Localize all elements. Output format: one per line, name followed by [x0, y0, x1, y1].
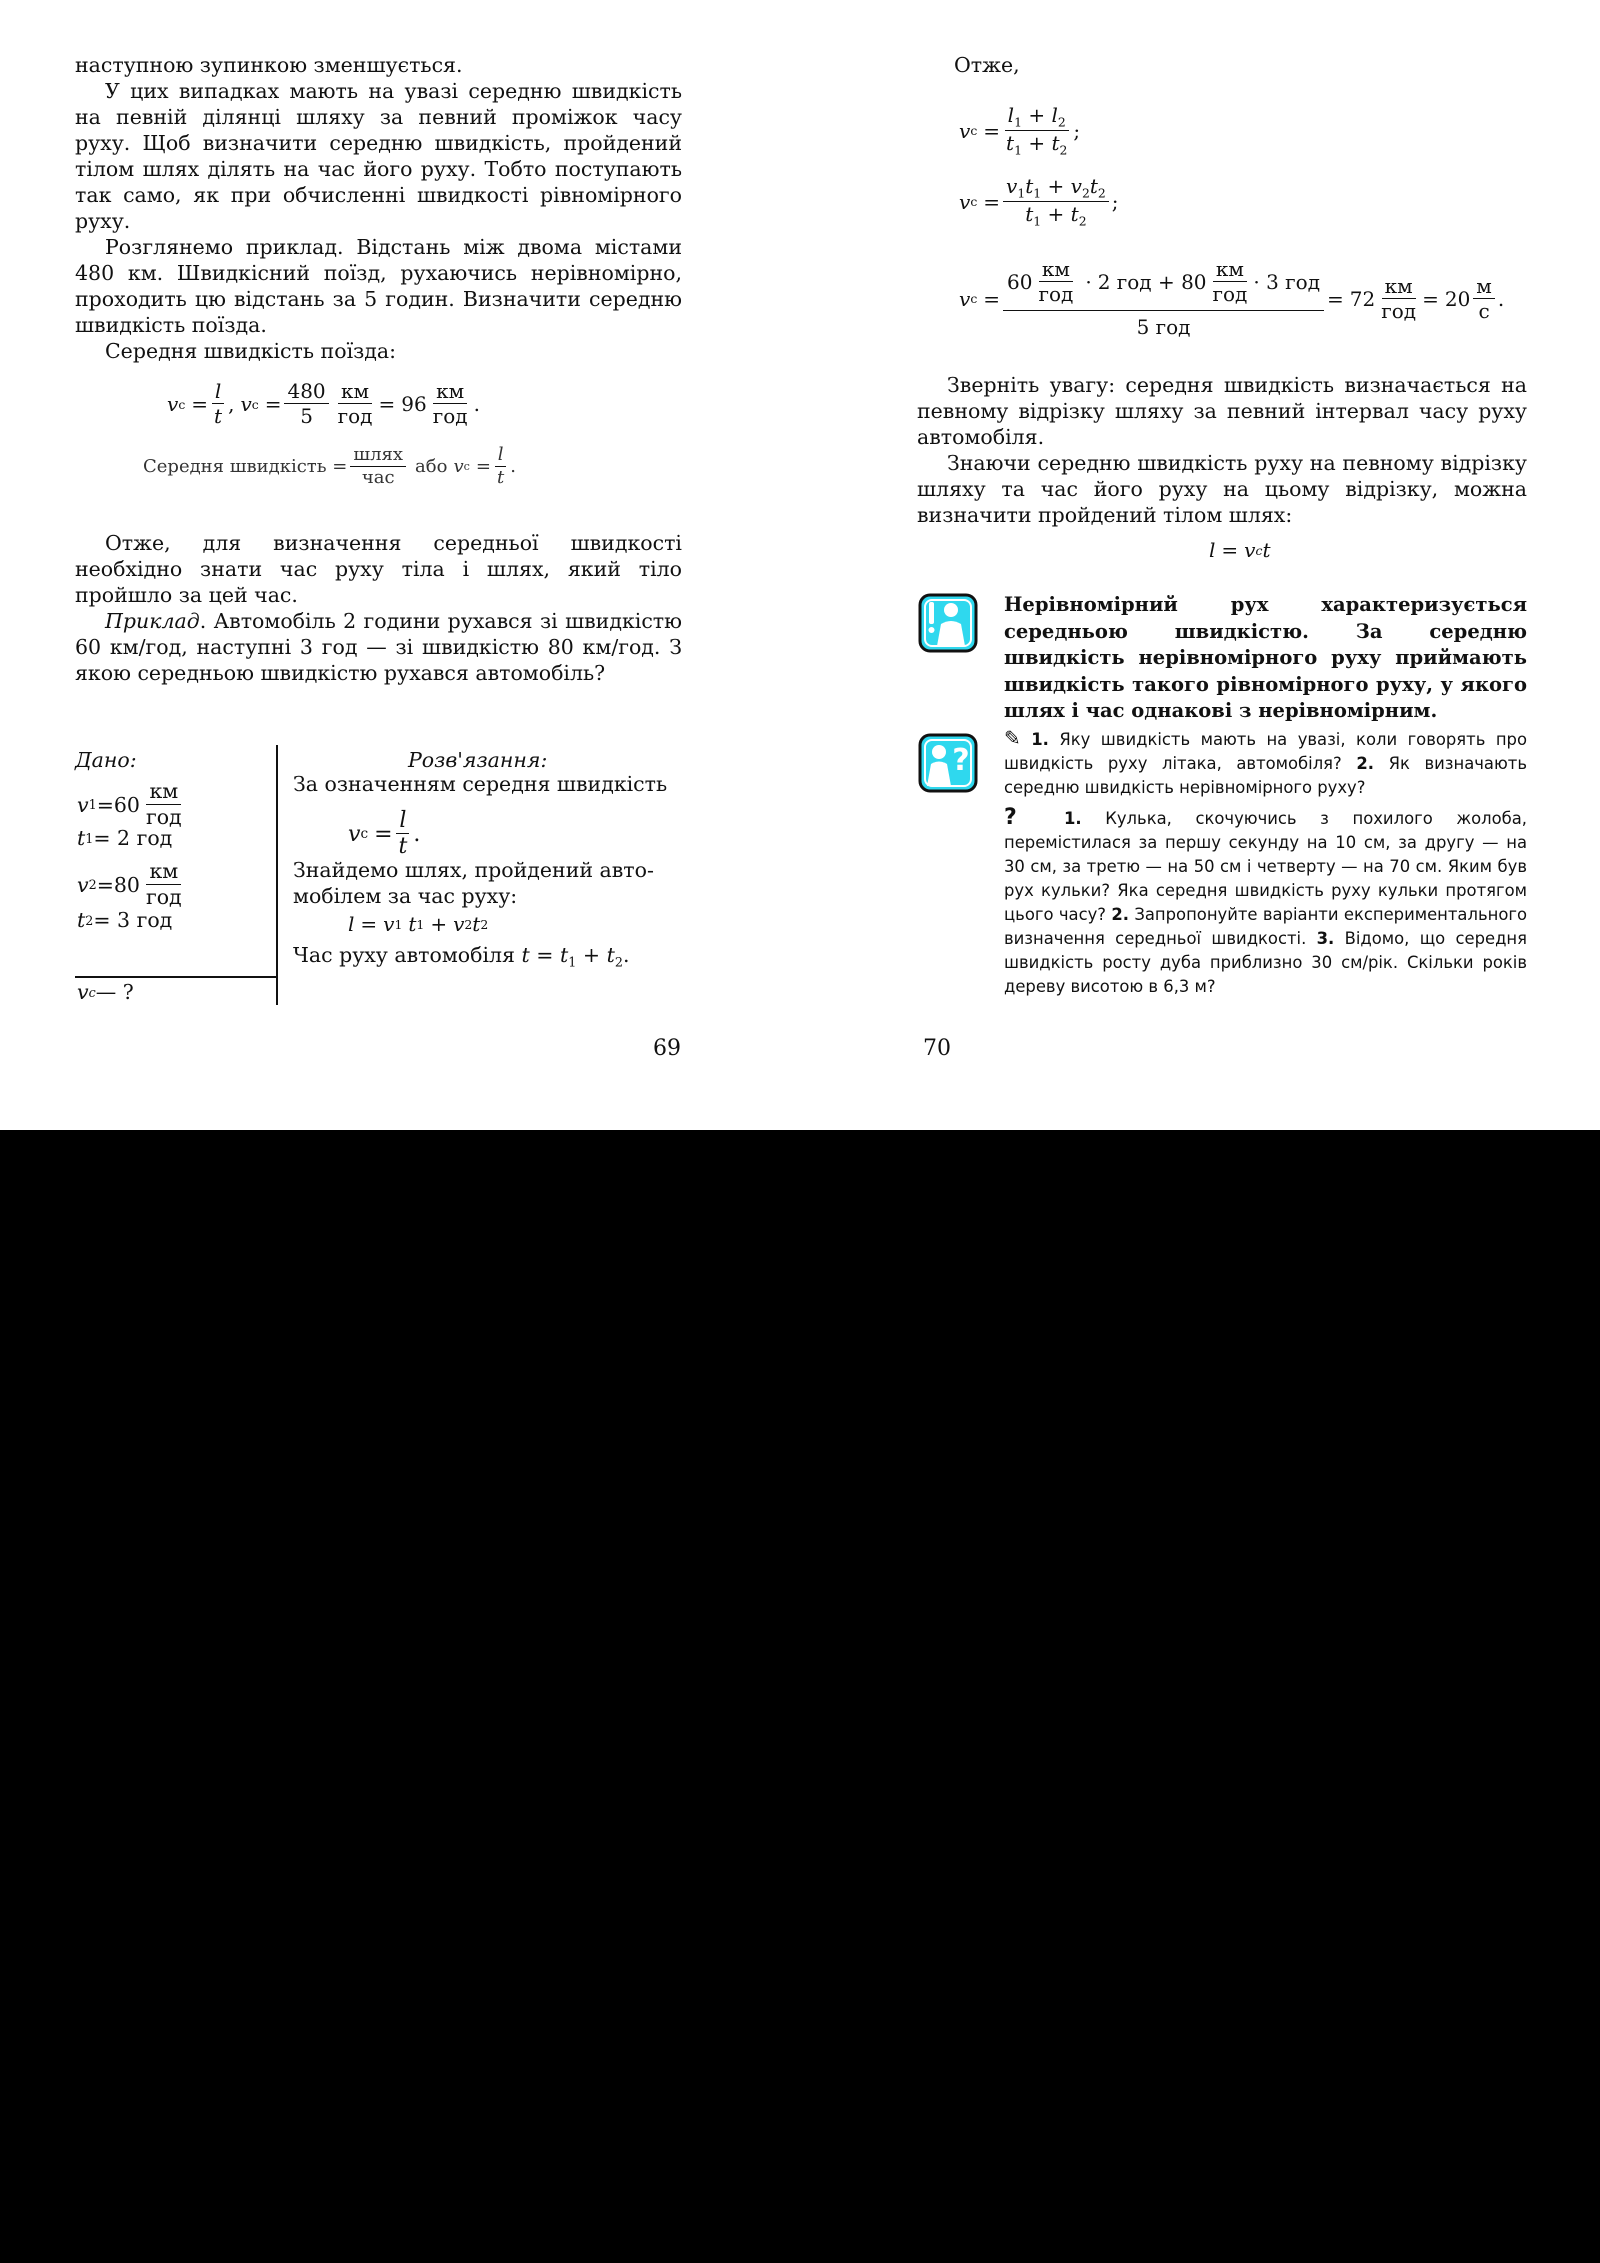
fraction-denominator: год: [337, 404, 373, 428]
formula-sum-paths: v c = $\frac{l_1 + l_2}{t_1 + t_2}$ ;: [959, 103, 1081, 157]
math-symbol: t: [1070, 201, 1079, 226]
math-symbol: t: [560, 943, 569, 967]
math-symbol: t: [1089, 174, 1098, 198]
math-symbol: =: [264, 392, 282, 416]
fraction-denominator: t: [398, 834, 408, 860]
given-value: — ?: [95, 980, 134, 1004]
paragraph: наступною зупинкою зменшується.: [75, 53, 463, 77]
fraction: [1003, 104, 1070, 158]
fraction-numerator: км: [1039, 258, 1073, 282]
task-number: 2.: [1111, 905, 1129, 924]
math-number: 96: [401, 392, 427, 416]
task-text: Запропонуйте варіанти експериментального визначення середньої швидкості.: [1004, 905, 1527, 948]
solution-line: За означенням середня швидкість: [293, 772, 668, 796]
pencil-icon: ✎: [1004, 726, 1021, 750]
math-symbol: t: [1262, 538, 1271, 562]
math-symbol: v: [77, 792, 89, 817]
paragraph: Отже, для визначення середньої швидкості необхідно знати час руху тіла і шлях, який тіло пройшло за цей час.: [75, 531, 682, 607]
fraction-numerator: м: [1473, 275, 1495, 299]
math-symbol: .: [1497, 286, 1505, 311]
math-symbol: .: [622, 943, 630, 967]
paragraph: Зверніть увагу: середня швидкість визначається на певному відрізку шляху за певний інтервал часу руху автомобіля.: [917, 373, 1527, 449]
math-symbol: =: [1327, 286, 1344, 311]
fraction-numerator: $v_1t_1 + v_2t_2$: [1003, 175, 1109, 202]
paragraph: Знаючи середню швидкість руху на певному відрізку шляху та час його руху на цьому відрізку, можна визначити пройдений тілом шлях:: [917, 451, 1527, 527]
fraction-unit: [1035, 258, 1076, 306]
math-subscript: c: [970, 194, 978, 210]
fraction-numerator: [1003, 258, 1324, 311]
fraction-unit: [1378, 275, 1419, 323]
math-symbol: =: [96, 792, 114, 817]
solution-divider: [276, 745, 278, 1005]
math-symbol: =: [475, 456, 491, 478]
fraction-denominator: год: [1038, 282, 1074, 306]
math-symbol: t: [1006, 130, 1015, 155]
formula-numeric-result: [959, 258, 1504, 339]
fraction-denominator: 5 год: [1136, 315, 1191, 339]
fraction: [1003, 175, 1109, 229]
math-symbol: l: [348, 912, 355, 936]
math-symbol: ,: [228, 392, 235, 416]
fraction-unit: [335, 380, 376, 428]
question-text: Як визначають середню швидкість нерівномірного руху?: [1004, 754, 1527, 797]
math-symbol: v: [453, 912, 465, 936]
math-number: 20: [1444, 286, 1471, 311]
math-symbol: t: [606, 943, 615, 967]
solution-text: Час руху автомобіля: [293, 943, 515, 967]
task-text: Кулька, скочуючись з похилого жолоба, перемістилася за першу секунду на 10 см, за другу — на 30 см, за третю — на 50 см і четверту — на 70 см. Яким був рух кульки? Яка середня швидкість руху кульки протягом цього часу?: [1004, 809, 1527, 924]
math-symbol: .: [413, 821, 421, 847]
given-unknown: [77, 980, 134, 1004]
fraction-denominator: год: [1212, 282, 1248, 306]
fraction-denominator: t: [214, 404, 223, 428]
given-v1: v 1 = 60 $\frac{км}{\text{год}}$: [77, 780, 188, 829]
math-symbol: v: [1244, 538, 1256, 562]
math-symbol: v: [240, 392, 252, 416]
math-symbol: v: [77, 872, 89, 897]
math-subscript: c: [1255, 542, 1263, 558]
fraction: [211, 380, 225, 428]
formula-path: l = v 1 t 1 + v 2 t 2: [348, 912, 489, 936]
math-symbol: =: [536, 943, 554, 967]
fraction-denominator: год: [145, 804, 182, 829]
fraction-denominator: $t_1 + t_2$: [1006, 130, 1068, 157]
page-number: 70: [923, 1036, 951, 1061]
math-symbol: v: [1006, 174, 1018, 198]
fraction-numerator: км: [1382, 275, 1416, 299]
fraction-denominator: 5: [300, 404, 313, 428]
given-value: = 2 год: [93, 826, 173, 850]
math-subscript: c: [251, 396, 259, 412]
fraction-unit: [143, 860, 185, 909]
math-symbol: =: [983, 118, 1001, 143]
math-symbol: =: [1422, 286, 1439, 311]
solution-line: мобілем за час руху:: [293, 884, 518, 908]
math-symbol: +: [1028, 103, 1046, 127]
math-symbol: =: [374, 821, 393, 847]
math-number: 60: [1007, 269, 1033, 294]
math-symbol: =: [1221, 538, 1239, 562]
math-symbol: v: [959, 189, 971, 214]
svg-text:?: ?: [952, 743, 970, 778]
math-symbol: .: [473, 392, 480, 416]
math-symbol: ·: [1085, 269, 1092, 294]
fraction: [284, 380, 328, 428]
fraction-numerator: шлях: [350, 445, 406, 467]
question-icon: [917, 732, 979, 794]
math-symbol: t: [1051, 130, 1060, 155]
math-symbol: t: [472, 912, 481, 936]
fraction-denominator: $t_1 + t_2$: [1025, 201, 1087, 228]
fraction-numerator: км: [1213, 258, 1247, 282]
math-symbol: +: [582, 943, 601, 967]
math-subscript: c: [970, 291, 978, 306]
fraction: [1003, 258, 1324, 339]
fraction-numerator: 480: [284, 380, 328, 404]
math-symbol: =: [378, 392, 396, 416]
math-symbol: t: [77, 826, 86, 850]
math-symbol: v: [383, 912, 395, 936]
rule-text: Нерівномірний рух характеризується середньою швидкістю. За середню швидкість нерівномірного руху приймають швидкість такого рівномірного руху, у якого шлях і час однакові з нерівномірним.: [1004, 593, 1527, 722]
fraction-denominator: год: [1381, 298, 1417, 323]
given-t1: t 1 = 2 год: [77, 826, 173, 850]
solution-line: Знайдемо шлях, пройдений авто-: [293, 858, 654, 882]
math-subscript: c: [178, 396, 186, 412]
fraction-numerator: км: [146, 780, 181, 805]
book-spread: [0, 0, 1600, 1130]
math-number: 60: [113, 792, 140, 817]
fraction: [396, 808, 411, 861]
math-symbol: t: [1025, 174, 1034, 198]
fraction-unit: [430, 380, 471, 428]
fraction-numerator: км: [146, 860, 181, 885]
math-symbol: +: [430, 912, 448, 936]
fraction-numerator: l: [396, 808, 409, 834]
fraction-numerator: км: [433, 380, 467, 404]
fraction-unit: [1210, 258, 1251, 306]
given-t2: t 2 = 3 год: [77, 908, 173, 932]
math-number: 72: [1349, 286, 1376, 311]
math-subscript: c: [88, 984, 96, 1000]
math-subscript: c: [970, 123, 978, 139]
paragraph: У цих випадках мають на увазі середню швидкість на певній ділянці шляху за певний проміжок часу руху. Щоб визначити середню швидкість, пройдений тілом шлях ділять на час його руху. Тобто поступають так само, як при обчисленні швидкості рівномірного руху.: [75, 79, 682, 233]
fraction: [350, 445, 406, 488]
fraction-unit: [1473, 275, 1495, 323]
fraction-numerator: l: [495, 445, 507, 467]
fraction: [494, 445, 507, 488]
math-symbol: +: [1047, 174, 1065, 198]
math-symbol: v: [348, 821, 361, 847]
formula-conjunction: або: [415, 456, 448, 478]
review-questions: [1004, 726, 1527, 800]
question-number: 2.: [1356, 754, 1374, 773]
example-text: . Автомобіль 2 години рухався зі швидкістю 60 км/год, наступні 3 год — зі швидкістю 80 км/год. З якою середньою швидкістю рухався автомобіль?: [75, 609, 682, 685]
fraction-numerator: км: [338, 380, 372, 404]
math-symbol: +: [1047, 201, 1065, 226]
math-symbol: l: [1209, 538, 1216, 562]
math-number: · 3 год: [1253, 269, 1321, 294]
math-symbol: =: [983, 189, 1001, 214]
math-symbol: v: [1070, 174, 1082, 198]
math-symbol: =: [983, 286, 1001, 311]
fraction-denominator: час: [361, 466, 395, 488]
question-text: Яку швидкість мають на увазі, коли говорять про швидкість руху літака, автомобіля?: [1004, 730, 1527, 773]
solution-title: Розв'язання:: [408, 748, 548, 772]
math-number: 2 год + 80: [1097, 269, 1207, 294]
paragraph: Розглянемо приклад. Відстань між двома містами 480 км. Швидкісний поїзд, рухаючись нерівномірно, проходить цю відстань за 5 годин. Визначити середню швидкість поїзда.: [75, 235, 682, 337]
paragraph: Середня швидкість поїзда:: [105, 339, 397, 363]
math-symbol: v: [77, 980, 89, 1004]
formula-path-from-speed: [1209, 538, 1270, 562]
example-paragraph: [75, 608, 682, 686]
math-subscript: c: [360, 826, 369, 843]
math-symbol: =: [96, 872, 114, 897]
exclamation-icon: [917, 592, 979, 654]
fraction-numerator: $l_1 + l_2$: [1005, 104, 1069, 131]
math-symbol: v: [453, 456, 464, 478]
fraction-numerator: l: [212, 380, 224, 404]
math-symbol: +: [1028, 130, 1046, 155]
given-divider: [75, 976, 276, 978]
math-symbol: l: [1007, 103, 1015, 127]
math-symbol: t: [408, 912, 417, 936]
fraction-denominator: t: [496, 466, 505, 488]
formula-label: Середня швидкість =: [143, 456, 348, 478]
math-symbol: v: [959, 118, 971, 143]
formula-definition: [143, 445, 516, 488]
fraction-denominator: год: [432, 404, 468, 428]
question-number: 1.: [1031, 730, 1049, 749]
math-symbol: t: [521, 943, 530, 967]
math-symbol: =: [360, 912, 378, 936]
given-v2: v 2 = 80 $\frac{км}{\text{год}}$: [77, 860, 188, 909]
formula-solution-definition: [348, 808, 420, 861]
solution-time-line: Час руху автомобіля $t = t_1 + t_2$.: [293, 943, 630, 970]
math-symbol: =: [191, 392, 209, 416]
task-text: Відомо, що середня швидкість росту дуба приблизно 30 см/рік. Скільки років дереву висотою в 6,3 м?: [1004, 929, 1527, 996]
math-symbol: t: [1025, 201, 1034, 226]
paragraph: Отже,: [954, 53, 1020, 77]
task-number: 1.: [1063, 809, 1082, 828]
math-subscript: c: [463, 460, 470, 474]
math-symbol: v: [959, 286, 971, 311]
fraction-denominator: год: [145, 884, 182, 909]
formula-average-speed-train: [167, 380, 480, 428]
math-symbol: l: [1051, 103, 1058, 127]
task-mark: ?: [1004, 805, 1017, 830]
formula-sum-products: v c = $\frac{v_1t_1 + v_2t_2}{t_1 + t_2}$ ;: [959, 174, 1119, 228]
fraction-denominator: с: [1478, 298, 1490, 323]
given-value: = 3 год: [93, 908, 173, 932]
fraction-unit: [143, 780, 185, 829]
math-symbol: v: [167, 392, 179, 416]
given-title: Дано:: [75, 748, 137, 772]
task-number: 3.: [1316, 929, 1335, 948]
page-number: 69: [653, 1036, 681, 1061]
math-symbol: .: [510, 456, 516, 478]
example-label: Приклад: [105, 609, 200, 633]
math-number: 80: [113, 872, 140, 897]
math-symbol: t: [77, 908, 86, 932]
tasks: [1004, 806, 1527, 999]
